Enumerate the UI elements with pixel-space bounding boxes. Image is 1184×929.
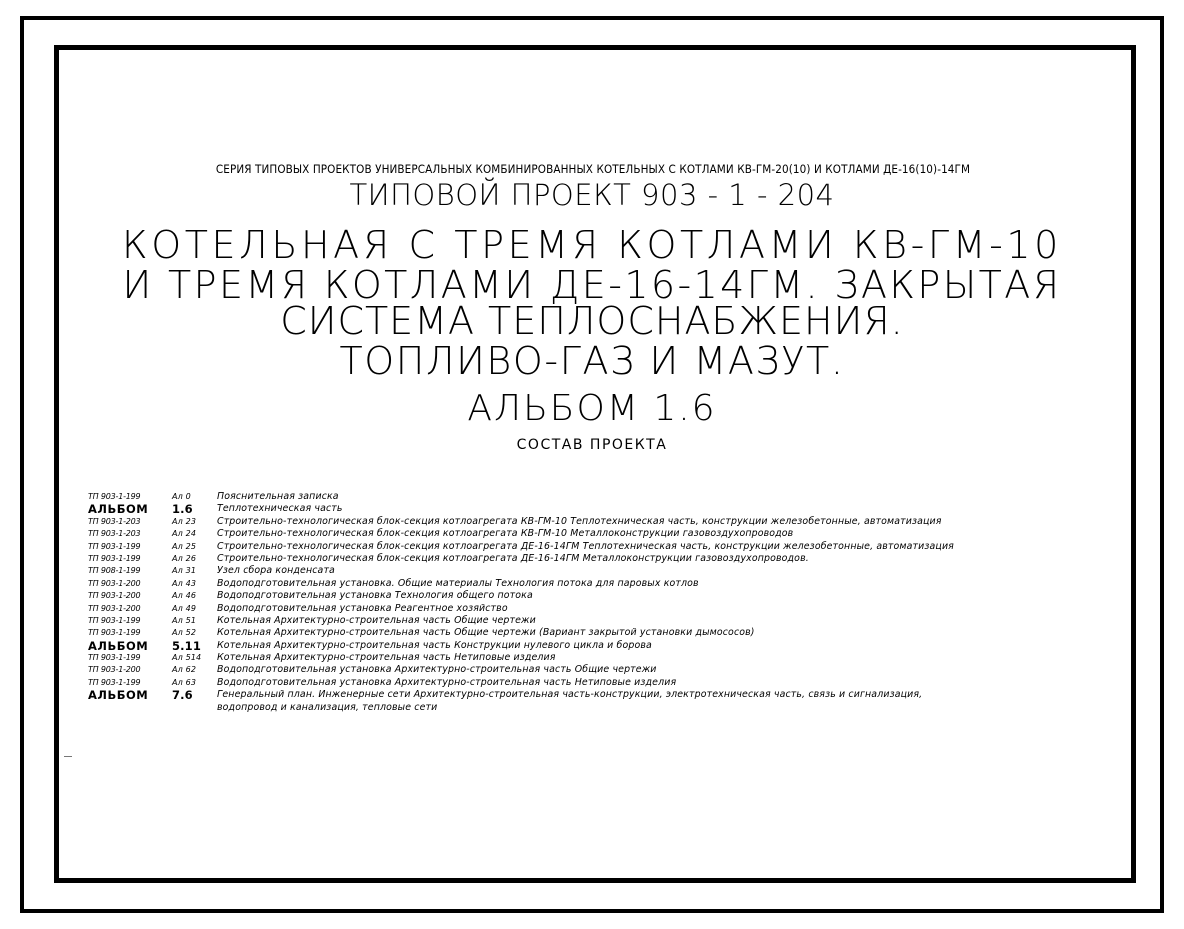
document-description: водопровод и канализация, тепловые сети bbox=[217, 701, 438, 713]
document-code: ТП 903-1-199 bbox=[88, 615, 141, 625]
contents-row bbox=[88, 664, 1138, 676]
contents-row bbox=[88, 689, 1138, 701]
document-code: ТП 903-1-200 bbox=[88, 578, 141, 588]
contents-row bbox=[88, 603, 1138, 615]
sheet-number: 1.6 bbox=[172, 502, 193, 517]
sheet-number: Ал 514 bbox=[172, 653, 202, 663]
sheet-number: Ал 49 bbox=[172, 603, 197, 613]
contents-row bbox=[88, 578, 1138, 590]
album-title: АЛЬБОМ 1.6 bbox=[467, 388, 717, 429]
project-number: ТИПОВОЙ ПРОЕКТ 903 - 1 - 204 bbox=[349, 178, 835, 212]
contents-row bbox=[88, 528, 1138, 540]
contents-row bbox=[88, 677, 1138, 689]
sheet-number: Ал 26 bbox=[172, 553, 197, 563]
document-description: Котельная Архитектурно-строительная часть Нетиповые изделия bbox=[217, 652, 556, 664]
document-code: ТП 903-1-199 bbox=[88, 628, 141, 638]
title-line-2: И ТРЕМЯ КОТЛАМИ ДЕ-16-14ГМ. ЗАКРЫТАЯ bbox=[122, 263, 1062, 307]
title-line-3: СИСТЕМА ТЕПЛОСНАБЖЕНИЯ. bbox=[280, 299, 904, 343]
contents-row bbox=[88, 640, 1138, 652]
document-description: Водоподготовительная установка Реагентное хозяйство bbox=[217, 602, 508, 614]
document-description: Генеральный план. Инженерные сети Архитектурно-строительная часть-конструкции, электротехническая часть, связь и сигнализация, bbox=[217, 689, 923, 701]
sheet-number: Ал 63 bbox=[172, 677, 197, 687]
document-description: Строительно-технологическая блок-секция котлоагрегата КВ-ГМ-10 Металлоконструкции газовоздухопроводов bbox=[217, 528, 794, 540]
sheet-number: Ал 24 bbox=[172, 529, 197, 539]
section-heading: СОСТАВ ПРОЕКТА bbox=[516, 437, 668, 453]
sheet-number: 7.6 bbox=[172, 688, 193, 703]
sheet-number: Ал 46 bbox=[172, 591, 197, 601]
document-description: Узел сбора конденсата bbox=[217, 565, 335, 577]
title-line-1: КОТЕЛЬНАЯ С ТРЕМЯ КОТЛАМИ КВ-ГМ-10 bbox=[122, 223, 1062, 267]
document-description: Строительно-технологическая блок-секция котлоагрегата ДЕ-16-14ГМ Металлоконструкции газовоздухопроводов. bbox=[217, 552, 809, 564]
document-code: АЛЬБОМ bbox=[88, 688, 149, 703]
margin-tick bbox=[64, 756, 72, 757]
document-description: Строительно-технологическая блок-секция котлоагрегата КВ-ГМ-10 Теплотехническая часть, конструкции железобетонные, автоматизация bbox=[217, 515, 942, 527]
document-code: АЛЬБОМ bbox=[88, 638, 149, 653]
contents-row bbox=[88, 503, 1138, 515]
contents-row bbox=[88, 553, 1138, 565]
document-code: ТП 903-1-199 bbox=[88, 541, 141, 551]
document-description: Строительно-технологическая блок-секция котлоагрегата ДЕ-16-14ГМ Теплотехническая часть, конструкции железобетонные, автоматизация bbox=[217, 540, 954, 552]
document-code: ТП 903-1-199 bbox=[88, 492, 141, 501]
document-code: ТП 903-1-199 bbox=[88, 677, 141, 687]
series-line: СЕРИЯ ТИПОВЫХ ПРОЕКТОВ УНИВЕРСАЛЬНЫХ КОМБИНИРОВАННЫХ КОТЕЛЬНЫХ С КОТЛАМИ КВ-ГМ-20(10) И КОТЛАМИ ДЕ-16(10)-14ГМ bbox=[215, 162, 971, 176]
document-description: Теплотехническая часть bbox=[217, 503, 343, 515]
contents-row bbox=[88, 652, 1138, 664]
document-description: Водоподготовительная установка Технология общего потока bbox=[217, 590, 533, 602]
document-code: ТП 903-1-203 bbox=[88, 516, 141, 526]
document-code: ТП 903-1-200 bbox=[88, 603, 141, 613]
document-code: ТП 903-1-200 bbox=[88, 591, 141, 601]
sheet-number: Ал 23 bbox=[172, 516, 197, 526]
document-code: АЛЬБОМ bbox=[88, 502, 149, 517]
document-description: Водоподготовительная установка. Общие материалы Технология потока для паровых котлов bbox=[217, 577, 699, 589]
contents-row bbox=[88, 516, 1138, 528]
sheet-number: Ал 31 bbox=[172, 566, 197, 576]
contents-row bbox=[88, 615, 1138, 627]
sheet-number: Ал 62 bbox=[172, 665, 197, 675]
document-description: Водоподготовительная установка Архитектурно-строительная часть Общие чертежи bbox=[217, 664, 657, 676]
contents-row bbox=[88, 541, 1138, 553]
contents-row bbox=[88, 491, 1138, 503]
sheet-number: Ал 51 bbox=[172, 615, 197, 625]
sheet-number: Ал 52 bbox=[172, 628, 197, 638]
document-description: Водоподготовительная установка Архитектурно-строительная часть Нетиповые изделия bbox=[217, 676, 677, 688]
contents-row bbox=[88, 627, 1138, 639]
contents-row bbox=[88, 590, 1138, 602]
document-description: Пояснительная записка bbox=[217, 491, 339, 502]
document-code: ТП 908-1-199 bbox=[88, 566, 141, 576]
title-line-4: ТОПЛИВО-ГАЗ И МАЗУТ. bbox=[339, 339, 845, 383]
document-description: Котельная Архитектурно-строительная часть Конструкции нулевого цикла и борова bbox=[217, 639, 652, 651]
document-code: ТП 903-1-199 bbox=[88, 553, 141, 563]
document-description: Котельная Архитектурно-строительная часть Общие чертежи (Вариант закрытой установки дымососов) bbox=[217, 627, 755, 639]
sheet-number: Ал 0 bbox=[172, 492, 191, 501]
document-code: ТП 903-1-200 bbox=[88, 665, 141, 675]
document-description: Котельная Архитектурно-строительная часть Общие чертежи bbox=[217, 614, 536, 626]
sheet-number: Ал 43 bbox=[172, 578, 197, 588]
sheet-number: 5.11 bbox=[172, 638, 201, 653]
contents-row bbox=[88, 565, 1138, 577]
document-code: ТП 903-1-199 bbox=[88, 653, 141, 663]
document-code: ТП 903-1-203 bbox=[88, 529, 141, 539]
contents-list bbox=[88, 491, 1138, 714]
contents-row bbox=[88, 702, 1138, 714]
sheet-number: Ал 25 bbox=[172, 541, 197, 551]
